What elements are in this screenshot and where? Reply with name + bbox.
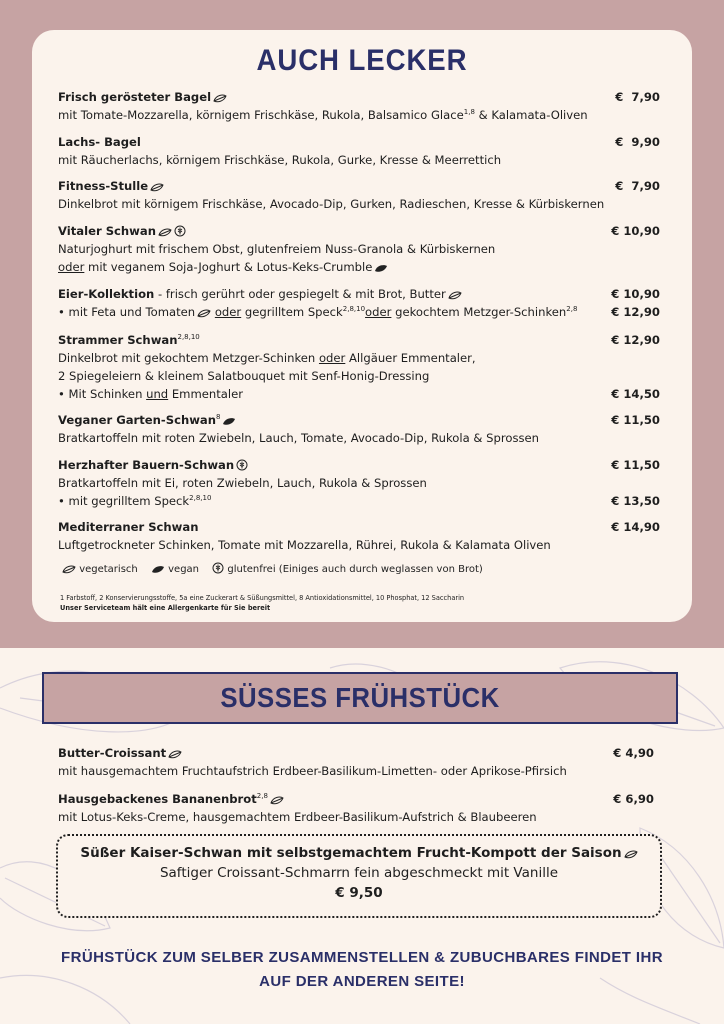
special-offer-box	[56, 834, 662, 918]
allergen-sup: 8	[216, 413, 221, 422]
item-name: Vitaler Schwan	[58, 224, 156, 238]
option-text: Emmentaler	[168, 387, 244, 401]
item-description: Dinkelbrot mit gekochtem Metzger-Schinken	[58, 351, 319, 365]
item-description: Allgäuer Emmentaler,	[345, 351, 476, 365]
or-word: oder	[318, 351, 346, 365]
menu-item	[58, 790, 668, 826]
allergen-sup: 2,8	[256, 792, 268, 801]
or-word: oder	[365, 305, 392, 319]
item-description-end: & Kalamata-Oliven	[474, 108, 588, 122]
item-price: € 4,90	[613, 746, 654, 760]
option-text: gekochtem Metzger-Schinken	[391, 305, 567, 319]
vegetarian-icon	[168, 750, 182, 759]
item-description: mit hausgemachtem Fruchtaufstrich Erdbeer-Basilikum-Limetten- oder Aprikose-Pfirsich	[58, 764, 567, 778]
option-text: • mit gegrilltem Speck	[58, 494, 190, 508]
item-description: Bratkartoffeln mit Ei, roten Zwiebeln, Lauch, Rukola & Sprossen	[58, 476, 427, 490]
menu-item	[58, 88, 668, 124]
item-subtitle: - frisch gerührt oder gespiegelt & mit Brot, Butter	[154, 287, 446, 301]
item-description-alt: mit veganem Soja-Joghurt & Lotus-Keks-Crumble	[84, 260, 373, 274]
vegetarian-icon	[624, 850, 638, 859]
menu-item	[58, 331, 668, 403]
item-description: Naturjoghurt mit frischem Obst, glutenfreiem Nuss-Granola & Kürbiskernen	[58, 242, 496, 256]
option-text: • Mit Schinken	[58, 387, 147, 401]
item-name: Lachs- Bagel	[58, 135, 141, 149]
item-price: € 6,90	[613, 792, 654, 806]
section-banner	[42, 672, 678, 724]
legend-vegan: vegan	[168, 564, 200, 575]
menu-item	[58, 177, 668, 213]
closing-line-1: FRÜHSTÜCK ZUM SELBER ZUSAMMENSTELLEN & ZUBUCHBARES FINDET IHR	[61, 949, 663, 966]
item-description: mit Räucherlachs, körnigem Frischkäse, Rukola, Gurke, Kresse & Meerrettich	[58, 153, 502, 167]
option-text: • mit Feta und Tomaten	[58, 305, 196, 319]
allergen-sup: 1,8	[463, 108, 475, 117]
allergen-sup: 2,8	[566, 305, 578, 314]
item-price: € 9,90	[615, 135, 660, 149]
item-price: € 12,90	[611, 333, 660, 347]
special-title: Süßer Kaiser-Schwan mit selbstgemachtem Frucht-Kompott der Saison	[80, 845, 622, 861]
allergen-sup: 2,8,10	[189, 494, 212, 503]
closing-line-2: AUF DER ANDEREN SEITE!	[259, 973, 465, 990]
menu-item	[58, 518, 668, 554]
allergen-card-note: Unser Serviceteam hält eine Allergenkarte für Sie bereit	[60, 604, 271, 612]
item-name: Mediterraner Schwan	[58, 520, 199, 534]
vegetarian-icon	[213, 94, 227, 103]
item-name: Butter-Croissant	[58, 746, 167, 760]
vegetarian-icon	[270, 796, 284, 805]
diet-legend	[60, 562, 491, 575]
item-description: mit Lotus-Keks-Creme, hausgemachtem Erdbeer-Basilikum-Aufstrich & Blaubeeren	[58, 810, 537, 824]
item-description: 2 Spiegeleiern & kleinem Salatbouquet mit Senf-Honig-Dressing	[58, 369, 430, 383]
item-price: € 14,90	[611, 520, 660, 534]
menu-item	[58, 411, 668, 447]
option-price: € 12,90	[611, 305, 660, 319]
vegan-icon	[222, 417, 236, 426]
item-name: Veganer Garten-Schwan	[58, 413, 216, 427]
vegetarian-icon	[448, 291, 462, 300]
item-name: Fitness-Stulle	[58, 179, 149, 193]
or-word: oder	[58, 260, 85, 274]
vegetarian-icon	[150, 183, 164, 192]
closing-note	[0, 946, 724, 994]
item-name: Strammer Schwan	[58, 333, 178, 347]
item-description: mit Tomate-Mozzarella, körnigem Frischkäse, Rukola, Balsamico Glace	[58, 108, 464, 122]
allergen-sup: 2,8,10	[342, 305, 366, 314]
allergen-footnote: 1 Farbstoff, 2 Konservierungsstoffe, 5a eine Zuckerart & Süßungsmittel, 8 Antioxidationsmittel, 10 Phosphat, 12 Saccharin	[60, 594, 465, 602]
glutenfree-icon	[236, 459, 248, 471]
vegetarian-icon	[158, 228, 172, 237]
item-price: € 11,50	[611, 413, 660, 427]
menu-item	[58, 744, 668, 780]
menu-item	[58, 222, 668, 276]
menu-item	[58, 456, 668, 510]
special-price: € 9,50	[335, 885, 383, 901]
menu-item	[58, 133, 668, 169]
vegetarian-icon	[197, 309, 211, 318]
item-price: € 7,90	[615, 179, 660, 193]
item-price: € 11,50	[611, 458, 660, 472]
glutenfree-icon	[174, 225, 186, 237]
or-word: oder	[214, 305, 242, 319]
item-price: € 7,90	[615, 90, 660, 104]
section-title-suesses-fruehstueck: SÜSSES FRÜHSTÜCK	[220, 682, 500, 713]
item-name: Herzhafter Bauern-Schwan	[58, 458, 235, 472]
item-price: € 10,90	[611, 224, 660, 238]
legend-vegetarian: vegetarisch	[79, 564, 138, 575]
option-price: € 13,50	[611, 494, 660, 508]
option-text: gegrilltem Speck	[241, 305, 343, 319]
vegetarian-icon	[62, 565, 76, 574]
item-description: Bratkartoffeln mit roten Zwiebeln, Lauch, Tomate, Avocado-Dip, Rukola & Sprossen	[58, 431, 540, 445]
item-price: € 10,90	[611, 287, 660, 301]
item-name: Frisch gerösteter Bagel	[58, 90, 212, 104]
item-name: Eier-Kollektion	[58, 287, 155, 301]
and-word: und	[146, 387, 169, 401]
glutenfree-icon	[212, 562, 224, 574]
item-description: Dinkelbrot mit körnigem Frischkäse, Avocado-Dip, Gurken, Radieschen, Kresse & Kürbiskernen	[58, 197, 605, 211]
item-description: Luftgetrockneter Schinken, Tomate mit Mozzarella, Rührei, Rukola & Kalamata Oliven	[58, 538, 551, 552]
legend-glutenfree: glutenfrei (Einiges auch durch weglassen von Brot)	[227, 564, 483, 575]
section-title-auch-lecker: AUCH LECKER	[256, 44, 468, 77]
allergen-sup: 2,8,10	[177, 333, 200, 342]
vegan-icon	[374, 264, 388, 273]
option-price: € 14,50	[611, 387, 660, 401]
menu-item	[58, 285, 668, 321]
vegan-icon	[151, 565, 165, 574]
special-description: Saftiger Croissant-Schmarrn fein abgeschmeckt mit Vanille	[159, 865, 559, 881]
item-name: Hausgebackenes Bananenbrot	[58, 792, 257, 806]
